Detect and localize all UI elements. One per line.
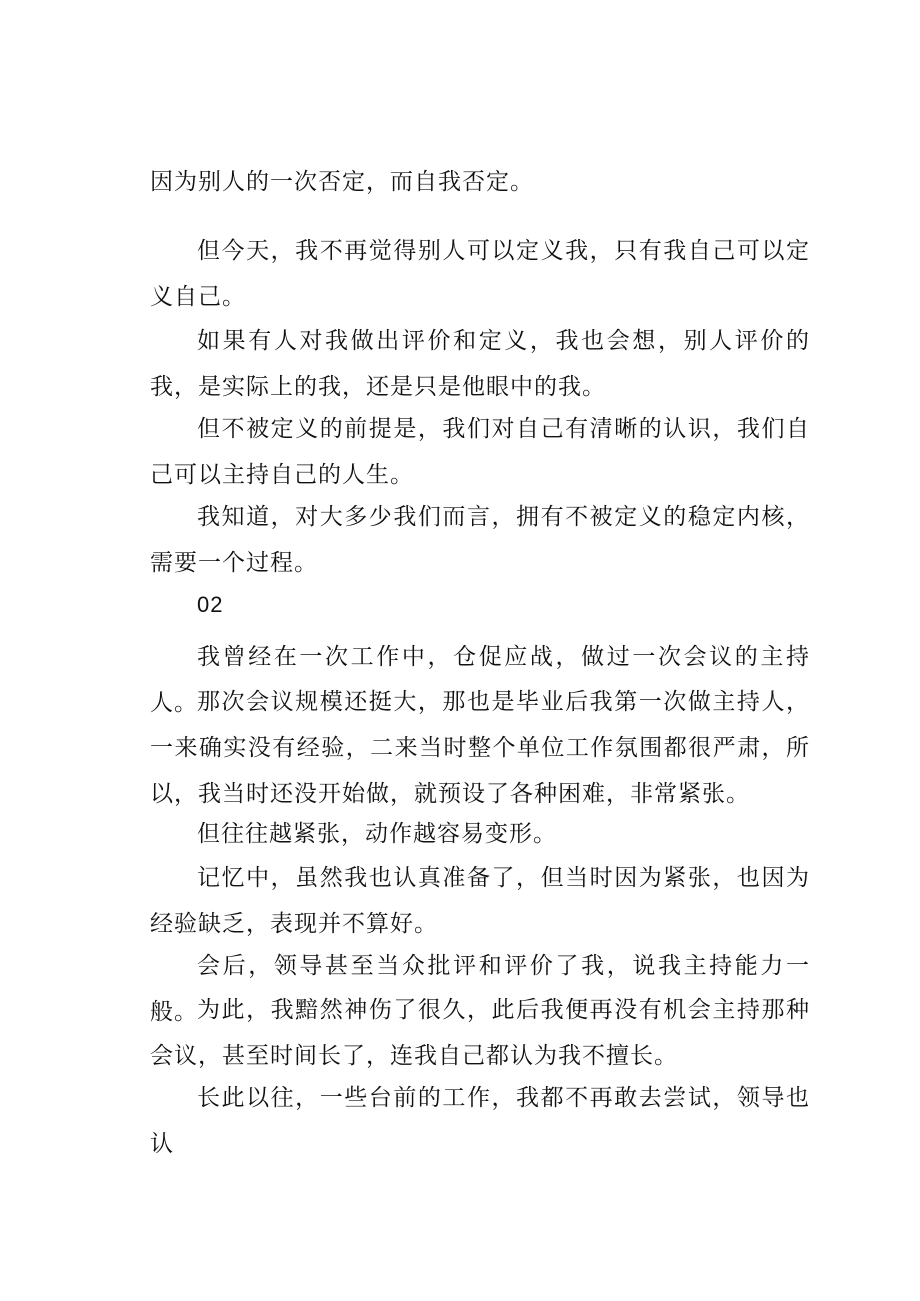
paragraph: 但不被定义的前提是，我们对自己有清晰的认识，我们自己可以主持自己的人生。 (150, 416, 810, 488)
paragraph: 那次会议规模还挺大，那也是毕业后我第一次做主持人，一来确实没有经验，二来当时整个单位工作氛围都很严肃，所以，我当时还没开始做，就预设了各种困难，非常紧张。 (150, 689, 810, 807)
paragraph: 如果有人对我做出评价和定义，我也会想，别人评价的我，是实际上的我，还是只是他眼中的我。 (150, 328, 810, 400)
paragraph-continuation: 因为别人的一次否定，而自我否定。 (150, 169, 534, 195)
paragraph: 我曾经在一次工作中，仓促应战，做过一次会议的主持人。 (150, 644, 810, 716)
section-number: 02 (197, 592, 224, 617)
paragraph-cut-off: 长此以往，一些台前的工作，我都不再敢去尝试，领导也认 (150, 1085, 810, 1157)
paragraph: 为此，我黯然神伤了很久，此后我便再没有机会主持那种会议，甚至时间长了，连我自己都认为我不擅长。 (150, 997, 810, 1069)
paragraph: 但今天，我不再觉得别人可以定义我，只有我自己可以定义自己。 (150, 238, 810, 310)
paragraph: 记忆中，虽然我也认真准备了，但当时因为紧张，也因为经验缺乏，表现并不算好。 (150, 865, 810, 937)
paragraph: 但往往越紧张，动作越容易变形。 (197, 821, 557, 847)
paragraph: 会后，领导甚至当众批评和评价了我，说我主持能力一般。 (150, 953, 810, 1025)
paragraph: 我知道，对大多少我们而言，拥有不被定义的稳定内核，需要一个过程。 (150, 504, 810, 576)
